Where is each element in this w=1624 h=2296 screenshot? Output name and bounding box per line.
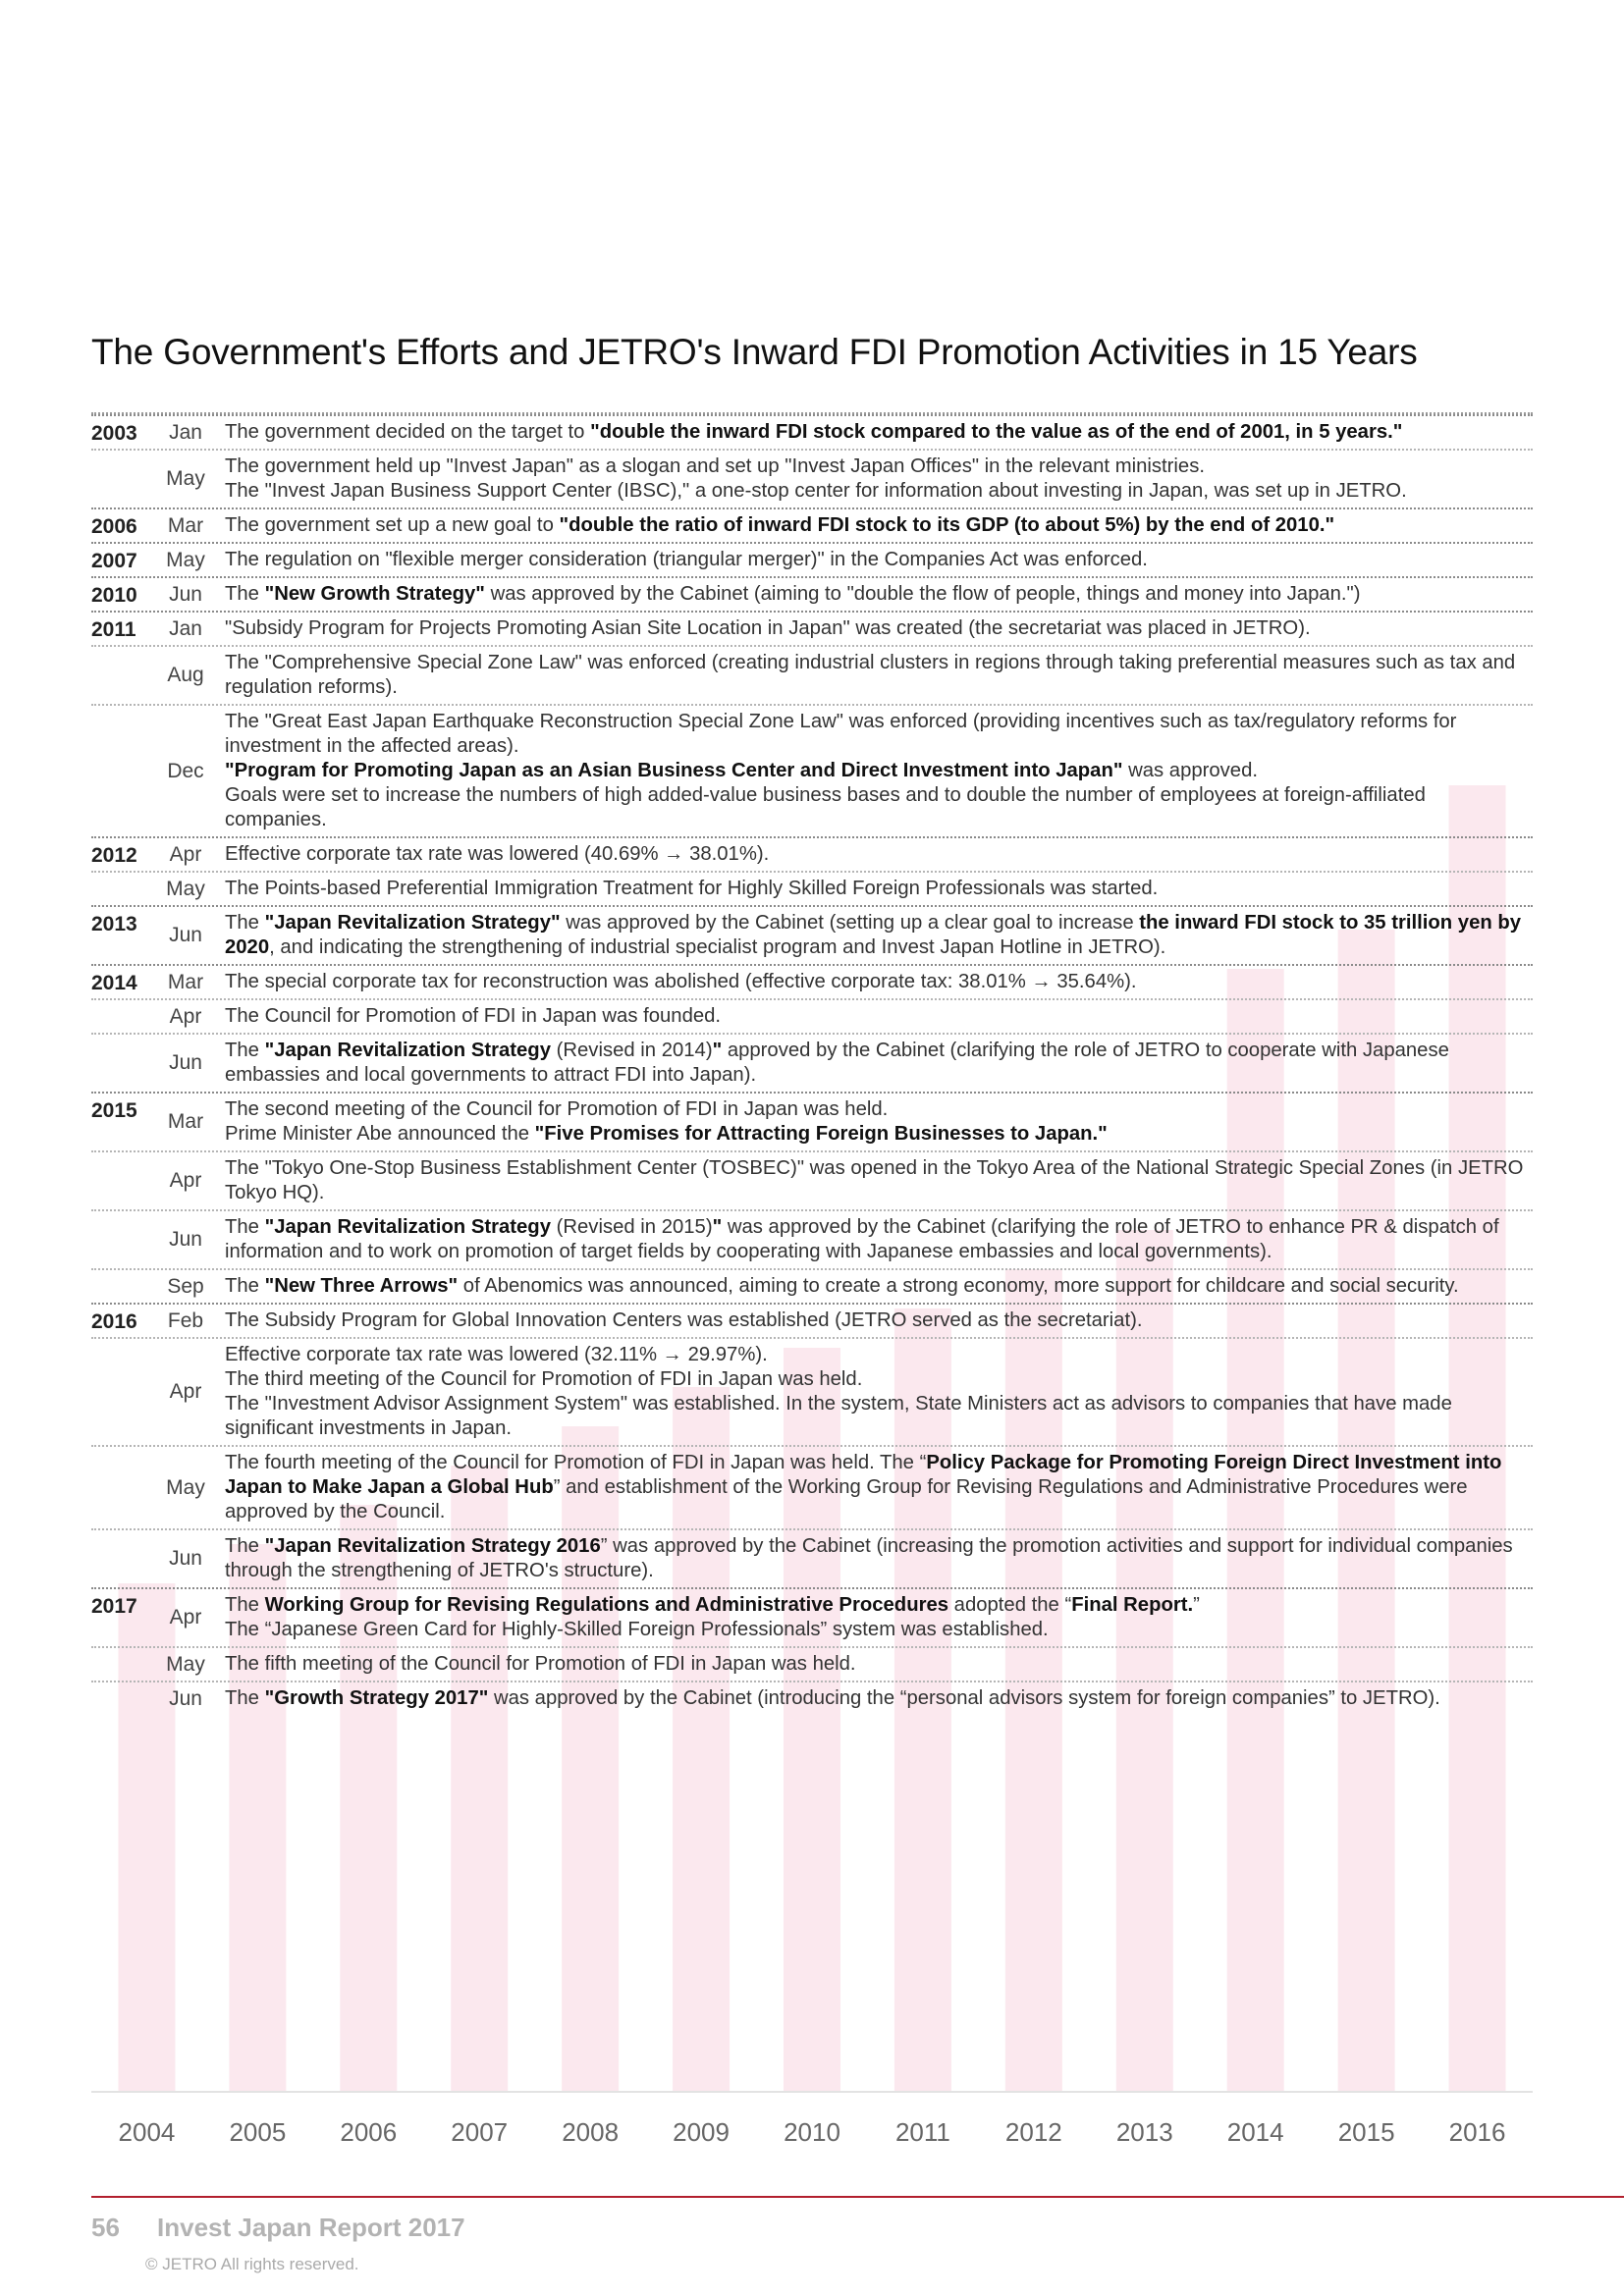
timeline-row [91, 704, 1533, 836]
text-segment: ” and establishment of the Working Group for Revising Regulations and Administrative Procedures were approved by the Council. [225, 1476, 1468, 1522]
text-segment: The [225, 1535, 265, 1557]
timeline-description [215, 578, 1533, 611]
text-segment: The fifth meeting of the Council for Promotion of FDI in Japan was held. [225, 1653, 856, 1675]
timeline-year [91, 1152, 156, 1158]
highlighted-text: Final Report. [1071, 1594, 1194, 1616]
timeline-row [91, 1209, 1533, 1268]
text-segment: The "Investment Advisor Assignment System" was established. In the system, State Ministers act as advisors to companies that have made significant investments in Japan. [225, 1393, 1452, 1439]
timeline-year: 2016 [91, 1310, 137, 1333]
timeline-month: May [166, 1475, 205, 1499]
description-line [225, 1593, 1533, 1618]
description-line [225, 548, 1533, 572]
timeline-month: May [166, 877, 205, 900]
x-axis-year-label: 2011 [894, 2117, 950, 2147]
text-segment: Effective corporate tax rate was lowered (40.69% → 38.01%). [225, 843, 770, 865]
timeline-row [91, 1646, 1533, 1681]
timeline-month: Aug [167, 664, 204, 686]
timeline-year: 2013 [91, 913, 137, 935]
x-axis-year-label: 2016 [1448, 2117, 1506, 2147]
timeline-description [215, 1211, 1533, 1268]
text-segment: The [225, 1687, 265, 1709]
timeline-description [215, 1000, 1533, 1033]
timeline-year [91, 1530, 156, 1536]
timeline-description [215, 1035, 1533, 1092]
timeline-description [215, 544, 1533, 576]
timeline-row [91, 507, 1533, 542]
timeline-year [91, 873, 156, 879]
timeline-year: 2014 [91, 972, 137, 994]
x-axis-year-label: 2010 [784, 2117, 840, 2147]
text-segment: The [225, 912, 265, 934]
text-segment: was approved. [1122, 760, 1258, 781]
timeline-year [91, 1339, 156, 1345]
timeline-row [91, 611, 1533, 645]
text-segment: The [225, 1275, 265, 1297]
text-segment: The fourth meeting of the Council for Promotion of FDI in Japan was held. The “ [225, 1452, 927, 1473]
text-segment: The regulation on "flexible merger consideration (triangular merger)" in the Companies Act was enforced. [225, 549, 1148, 570]
timeline-month: Apr [169, 1606, 202, 1629]
text-segment: was approved by the Cabinet (aiming to "double the flow of people, things and money into Japan.") [484, 583, 1361, 605]
description-line [225, 1392, 1533, 1441]
x-axis-year-label: 2006 [340, 2117, 398, 2147]
text-segment: The government set up a new goal to [225, 514, 560, 536]
description-line [225, 651, 1533, 700]
description-line [225, 1367, 1533, 1392]
description-line [225, 1039, 1533, 1088]
text-segment: adopted the “ [948, 1594, 1072, 1616]
highlighted-text: "Five Promises for Attracting Foreign Businesses to Japan." [534, 1123, 1108, 1145]
text-segment: was approved by the Cabinet (introducing the “personal advisors system for foreign companies” to JETRO). [488, 1687, 1440, 1709]
timeline-month: Jun [169, 1051, 202, 1074]
timeline-month: Mar [167, 513, 204, 537]
description-line [225, 877, 1533, 901]
timeline-row [91, 645, 1533, 704]
timeline-year [91, 1035, 156, 1041]
description-line [225, 582, 1533, 607]
description-line [225, 970, 1533, 994]
page-title: The Government's Efforts and JETRO's Inward FDI Promotion Activities in 15 Years [91, 332, 1418, 372]
timeline-row [91, 1150, 1533, 1209]
page-number: 56 [91, 2213, 120, 2242]
description-line [225, 1686, 1533, 1711]
x-axis-year-label: 2015 [1337, 2117, 1395, 2147]
description-line [225, 1097, 1533, 1122]
x-axis-year-label: 2012 [1004, 2117, 1062, 2147]
timeline-description [215, 1270, 1533, 1303]
text-segment: ” [1193, 1594, 1200, 1616]
description-line [225, 783, 1533, 832]
timeline-month: Dec [167, 759, 204, 782]
description-line [225, 1534, 1533, 1583]
timeline-year [91, 1270, 156, 1276]
x-axis-year-label: 2013 [1115, 2117, 1173, 2147]
timeline-month: Jun [169, 924, 202, 946]
timeline-description [215, 451, 1533, 507]
timeline-month: Apr [169, 1169, 202, 1192]
timeline-year [91, 1211, 156, 1217]
timeline-row [91, 1337, 1533, 1445]
timeline-year [91, 647, 156, 653]
timeline-month: Jun [169, 1686, 202, 1710]
description-line [225, 1274, 1533, 1299]
description-line [225, 1343, 1533, 1367]
timeline-description [215, 1094, 1533, 1150]
description-line [225, 1004, 1533, 1029]
chart-x-axis [91, 2091, 1533, 2093]
timeline-month: May [166, 548, 205, 571]
timeline-row [91, 871, 1533, 905]
timeline-description [215, 1530, 1533, 1587]
text-segment: of Abenomics was announced, aiming to create a strong economy, more support for childcare and social security. [458, 1275, 1459, 1297]
timeline-month: May [166, 467, 205, 490]
footer-rule [91, 2196, 1624, 2198]
text-segment: The Points-based Preferential Immigration Treatment for Highly Skilled Foreign Professionals was started. [225, 878, 1159, 899]
text-segment: The second meeting of the Council for Promotion of FDI in Japan was held. [225, 1098, 889, 1120]
timeline-description [215, 1339, 1533, 1445]
timeline-row [91, 1681, 1533, 1715]
text-segment: The [225, 1040, 265, 1061]
timeline-row [91, 414, 1533, 449]
description-line [225, 479, 1533, 504]
timeline-row [91, 1268, 1533, 1303]
timeline-month: May [166, 1652, 205, 1676]
text-segment: The government decided on the target to [225, 421, 591, 443]
timeline-row [91, 998, 1533, 1033]
highlighted-text: "Japan Revitalization Strategy [264, 1040, 551, 1061]
timeline-row [91, 1445, 1533, 1528]
x-axis-year-label: 2004 [118, 2117, 176, 2147]
timeline-row [91, 1033, 1533, 1092]
text-segment: Goals were set to increase the numbers of high added-value business bases and to double the number of employees at foreign-affiliated companies. [225, 784, 1426, 830]
text-segment: (Revised in 2015) [550, 1216, 713, 1238]
description-line [225, 710, 1533, 759]
timeline-description [215, 706, 1533, 836]
highlighted-text: the inward FDI stock to 35 trillion yen by 2020 [225, 912, 1522, 958]
timeline-month: Apr [169, 1004, 202, 1028]
text-segment: Effective corporate tax rate was lowered (32.11% → 29.97%). [225, 1344, 768, 1365]
timeline-description [215, 1589, 1533, 1646]
timeline-description [215, 416, 1533, 449]
description-line [225, 1308, 1533, 1333]
copyright: © JETRO All rights reserved. [145, 2255, 359, 2273]
text-segment: approved by the Cabinet (clarifying the role of JETRO to cooperate with Japanese embassies and local governments to attract FDI into Japan). [225, 1040, 1449, 1086]
text-segment: The [225, 1216, 265, 1238]
description-line [225, 1618, 1533, 1642]
timeline-description [215, 509, 1533, 542]
highlighted-text: "double the inward FDI stock compared to the value as of the end of 2001, in 5 years." [590, 421, 1403, 443]
timeline-month: Apr [169, 1380, 202, 1403]
text-segment: The Subsidy Program for Global Innovation Centers was established (JETRO served as the secretariat). [225, 1309, 1143, 1331]
timeline-description [215, 1305, 1533, 1337]
timeline-month: Jan [169, 616, 202, 640]
x-axis-year-label: 2007 [451, 2117, 509, 2147]
timeline-month: Apr [169, 842, 202, 866]
timeline-row [91, 449, 1533, 507]
highlighted-text: "Japan Revitalization Strategy [264, 1216, 551, 1238]
description-line [225, 911, 1533, 960]
x-axis-year-label: 2009 [673, 2117, 730, 2147]
description-line [225, 454, 1533, 479]
timeline-month: Mar [167, 970, 204, 993]
timeline-year: 2003 [91, 422, 137, 445]
text-segment: ” was approved by the Cabinet (increasing the promotion activities and support for individual companies through the strengthening of JETRO's structure). [225, 1535, 1513, 1581]
timeline-year: 2015 [91, 1099, 137, 1122]
text-segment: Prime Minister Abe announced the [225, 1123, 535, 1145]
text-segment: (Revised in 2014) [550, 1040, 713, 1061]
text-segment: The "Tokyo One-Stop Business Establishment Center (TOSBEC)" was opened in the Tokyo Area of the National Strategic Special Zones (in JETRO Tokyo HQ). [225, 1157, 1524, 1203]
timeline-month: Jun [169, 582, 202, 606]
description-line [225, 842, 1533, 867]
timeline-year [91, 1447, 156, 1453]
timeline-month: Jun [169, 1547, 202, 1570]
timeline-year [91, 1648, 156, 1654]
text-segment: The “Japanese Green Card for Highly-Skilled Foreign Professionals” system was established. [225, 1619, 1049, 1640]
text-segment: The third meeting of the Council for Promotion of FDI in Japan was held. [225, 1368, 863, 1390]
text-segment: "Subsidy Program for Projects Promoting Asian Site Location in Japan" was created (the secretariat was placed in JETRO). [225, 617, 1311, 639]
highlighted-text: "Japan Revitalization Strategy" [264, 912, 561, 934]
x-axis-year-label: 2014 [1226, 2117, 1284, 2147]
description-line [225, 1652, 1533, 1677]
x-axis-year-label: 2008 [562, 2117, 620, 2147]
text-segment: The Council for Promotion of FDI in Japan was founded. [225, 1005, 722, 1027]
timeline-year: 2007 [91, 550, 137, 572]
timeline-description [215, 873, 1533, 905]
description-line [225, 1215, 1533, 1264]
timeline-row [91, 1303, 1533, 1337]
timeline-year [91, 706, 156, 712]
timeline-month: Feb [167, 1308, 204, 1332]
timeline-row [91, 964, 1533, 998]
description-line [225, 616, 1533, 641]
highlighted-text: "Japan Revitalization Strategy 2016 [264, 1535, 601, 1557]
highlighted-text: "double the ratio of inward FDI stock to its GDP (to about 5%) by the end of 2010." [559, 514, 1335, 536]
highlighted-text: " [712, 1040, 723, 1061]
timeline-year: 2017 [91, 1595, 137, 1618]
timeline-table [91, 412, 1533, 1715]
text-segment: The government held up "Invest Japan" as a slogan and set up "Invest Japan Offices" in the relevant ministries. [225, 455, 1205, 477]
timeline-year [91, 1000, 156, 1006]
text-segment: , and indicating the strengthening of industrial specialist program and Invest Japan Hotline in JETRO). [269, 936, 1166, 958]
timeline-year [91, 1682, 156, 1688]
timeline-year: 2012 [91, 844, 137, 867]
highlighted-text: " [712, 1216, 723, 1238]
timeline-description [215, 1682, 1533, 1715]
text-segment: The "Great East Japan Earthquake Reconstruction Special Zone Law" was enforced (providing incentives such as tax/regulatory reforms for investment in the affected areas). [225, 711, 1457, 757]
timeline-description [215, 1152, 1533, 1209]
text-segment: The [225, 1594, 265, 1616]
timeline-row [91, 576, 1533, 611]
timeline-year [91, 451, 156, 456]
timeline-description [215, 1447, 1533, 1528]
timeline-month: Jan [169, 420, 202, 444]
timeline-row [91, 542, 1533, 576]
text-segment: The "Comprehensive Special Zone Law" was enforced (creating industrial clusters in regions through taking preferential measures such as tax and regulation reforms). [225, 652, 1516, 698]
report-name: Invest Japan Report 2017 [157, 2213, 465, 2242]
text-segment: The special corporate tax for reconstruction was abolished (effective corporate tax: 38.01% → 35.64%). [225, 971, 1137, 992]
highlighted-text: "Program for Promoting Japan as an Asian Business Center and Direct Investment into Japan" [225, 760, 1123, 781]
description-line [225, 1451, 1533, 1524]
highlighted-text: "New Three Arrows" [264, 1275, 459, 1297]
timeline-row [91, 905, 1533, 964]
timeline-description [215, 613, 1533, 645]
timeline-month: Sep [167, 1274, 204, 1298]
timeline-year: 2010 [91, 584, 137, 607]
highlighted-text: "New Growth Strategy" [264, 583, 485, 605]
text-segment: The "Invest Japan Business Support Center (IBSC)," a one-stop center for information about investing in Japan, was set up in JETRO. [225, 480, 1407, 502]
description-line [225, 759, 1533, 783]
description-line [225, 1156, 1533, 1205]
timeline-row [91, 1587, 1533, 1646]
highlighted-text: "Growth Strategy 2017" [264, 1687, 489, 1709]
description-line [225, 1122, 1533, 1147]
timeline-row [91, 836, 1533, 871]
timeline-description [215, 838, 1533, 871]
text-segment: was approved by the Cabinet (setting up a clear goal to increase [560, 912, 1140, 934]
description-line [225, 513, 1533, 538]
timeline-year: 2006 [91, 515, 137, 538]
timeline-row [91, 1528, 1533, 1587]
timeline-description [215, 966, 1533, 998]
timeline-description [215, 647, 1533, 704]
timeline-year: 2011 [91, 618, 136, 641]
description-line [225, 420, 1533, 445]
timeline-month: Mar [167, 1110, 204, 1133]
text-segment: The [225, 583, 265, 605]
x-axis-year-label: 2005 [229, 2117, 287, 2147]
highlighted-text: Working Group for Revising Regulations and Administrative Procedures [264, 1594, 949, 1616]
text-segment: was approved by the Cabinet (clarifying the role of JETRO to enhance PR & dispatch of information and to work on promotion of target fields by cooperating with Japanese embassies and local governments). [225, 1216, 1499, 1262]
timeline-row [91, 1092, 1533, 1150]
timeline-month: Jun [169, 1228, 202, 1251]
timeline-description [215, 1648, 1533, 1681]
highlighted-text: Policy Package for Promoting Foreign Direct Investment into Japan to Make Japan a Global Hub [225, 1452, 1502, 1498]
timeline-description [215, 907, 1533, 964]
